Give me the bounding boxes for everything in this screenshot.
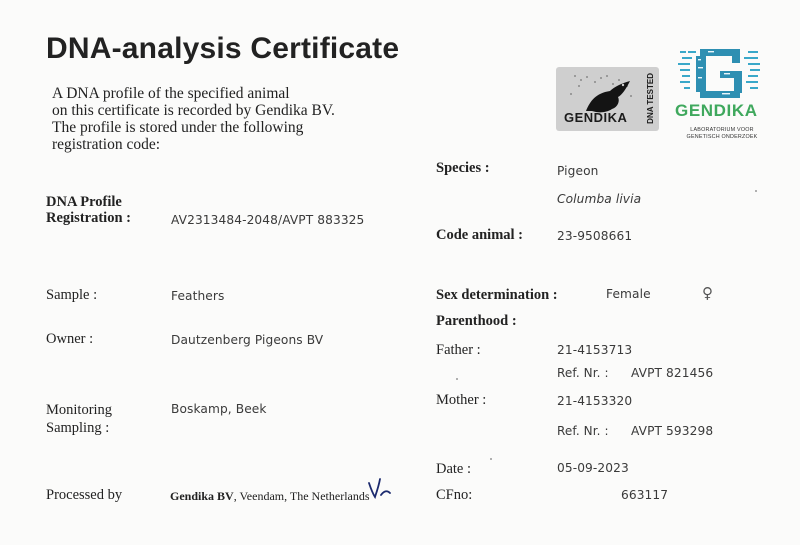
registration-label: Registration : (46, 210, 131, 226)
lab-subtitle-line-1: LABORATORIUM VOOR (690, 127, 754, 133)
processed-label: Processed by (46, 487, 123, 503)
scan-speck (490, 458, 492, 460)
mother-label: Mother : (436, 392, 487, 408)
owner-label: Owner : (46, 331, 94, 347)
badge-dna-tested-text: DNA TESTED (646, 73, 655, 124)
badge-brand-text: GENDIKA (564, 110, 628, 125)
sample-label: Sample : (46, 287, 98, 303)
lab-subtitle-line-2: GENETISCH ONDERZOEK (686, 134, 758, 140)
species-value: Pigeon (557, 164, 599, 178)
parenthood-label: Parenthood : (436, 313, 517, 329)
code-animal-value: 23-9508661 (557, 229, 633, 243)
certificate-title: DNA-analysis Certificate (46, 32, 400, 65)
dna-profile-label: DNA Profile (46, 194, 122, 210)
father-label: Father : (436, 342, 481, 358)
intro-line-1: A DNA profile of the specified animal (52, 85, 290, 102)
dna-tested-badge (556, 67, 659, 131)
gendika-g-logo-icon (678, 47, 763, 99)
cfno-value: 663117 (621, 488, 669, 502)
intro-text (52, 85, 335, 153)
sampling-label: Sampling : (46, 420, 110, 436)
sex-determination-label: Sex determination : (436, 287, 558, 303)
code-animal-label: Code animal : (436, 227, 523, 243)
mother-ref-label: Ref. Nr. : (557, 424, 609, 438)
cfno-label: CFno: (436, 487, 473, 503)
intro-line-2: on this certificate is recorded by Gendika BV. (52, 102, 335, 119)
mother-ref-value: AVPT 593298 (631, 424, 714, 438)
monitoring-label: Monitoring (46, 402, 113, 418)
father-value: 21-4153713 (557, 343, 633, 357)
monitoring-value: Boskamp, Beek (171, 402, 267, 416)
lab-subtitle (678, 127, 766, 141)
intro-line-3: The profile is stored under the following (52, 119, 304, 136)
scan-speck (755, 190, 757, 192)
processed-location: , Veendam, The Netherlands (233, 489, 370, 503)
processed-value (170, 489, 370, 504)
father-ref-value: AVPT 821456 (631, 366, 714, 380)
date-value: 05-09-2023 (557, 461, 629, 475)
date-label: Date : (436, 461, 472, 477)
species-latin-value: Columba livia (557, 192, 642, 206)
owner-value: Dautzenberg Pigeons BV (171, 333, 324, 347)
species-label: Species : (436, 160, 490, 176)
signature-initial-icon (366, 477, 394, 499)
female-symbol-icon: ♀ (702, 284, 714, 302)
intro-line-4: registration code: (52, 136, 161, 153)
sample-value: Feathers (171, 289, 225, 303)
scan-speck (456, 378, 458, 380)
gendika-brand-name: GENDIKA (675, 101, 758, 120)
mother-value: 21-4153320 (557, 394, 633, 408)
processed-company: Gendika BV (170, 489, 234, 503)
father-ref-label: Ref. Nr. : (557, 366, 609, 380)
registration-value: AV2313484-2048/AVPT 883325 (171, 213, 365, 227)
sex-value: Female (606, 287, 651, 301)
